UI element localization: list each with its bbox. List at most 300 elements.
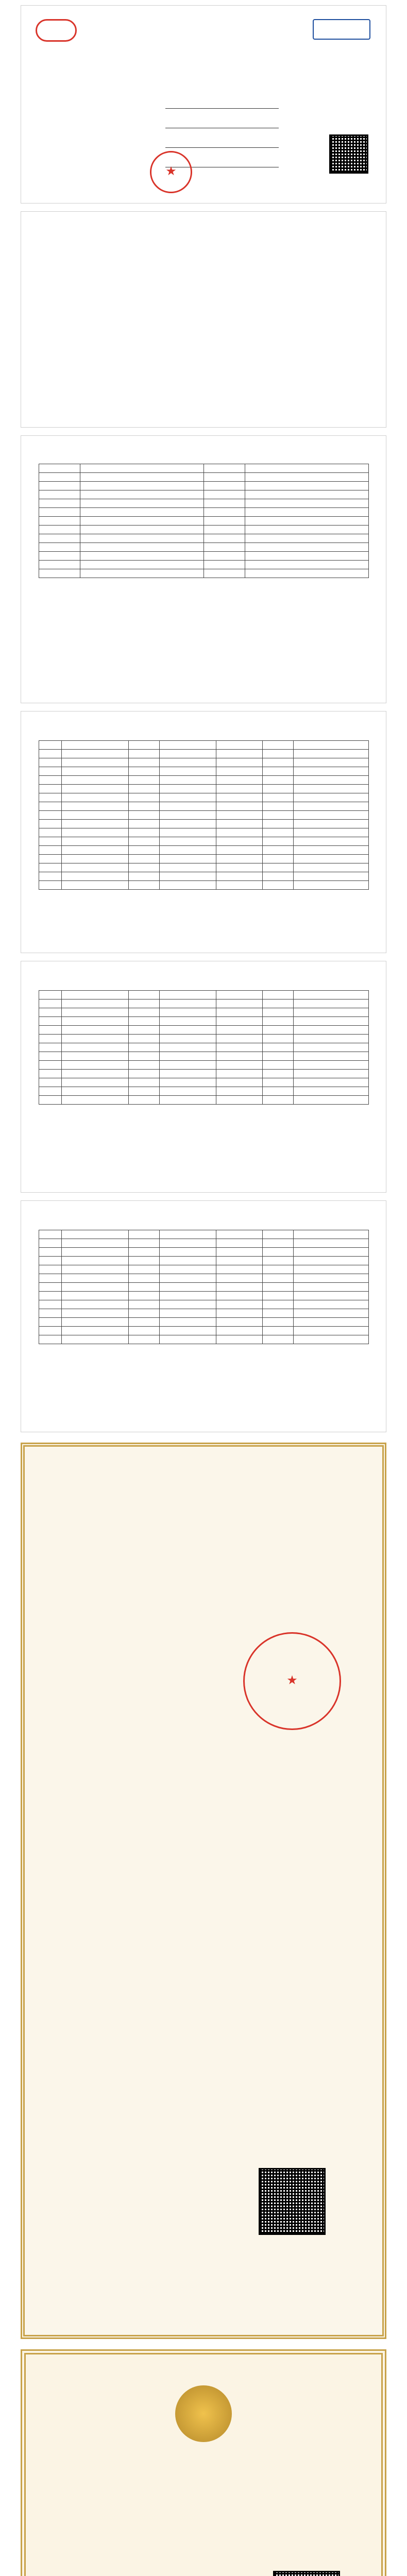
table-cell (39, 526, 80, 534)
table-cell (129, 1078, 160, 1087)
column-header (263, 991, 294, 999)
table-cell (39, 561, 80, 569)
table-cell (129, 1043, 160, 1052)
table-cell (62, 1300, 129, 1309)
table-cell (294, 776, 369, 785)
qr-code (329, 134, 368, 174)
column-header (263, 741, 294, 750)
table-cell (129, 1292, 160, 1300)
table-cell (204, 543, 245, 552)
table-cell (129, 999, 160, 1008)
table-cell (129, 1274, 160, 1283)
notice-page (21, 211, 386, 428)
table-cell (216, 1008, 263, 1017)
table-row (39, 552, 369, 561)
table-cell (62, 863, 129, 872)
table-cell (263, 1026, 294, 1035)
table-cell (62, 811, 129, 820)
results-page-1 (21, 711, 386, 953)
table-cell (294, 1043, 369, 1052)
table-cell (263, 999, 294, 1008)
table-row (39, 1309, 369, 1318)
table-cell (129, 1248, 160, 1257)
table-cell (216, 1026, 263, 1035)
table-cell (216, 1043, 263, 1052)
table-cell (129, 1257, 160, 1265)
table-cell (294, 758, 369, 767)
page-header (26, 215, 381, 221)
table-cell (129, 1008, 160, 1017)
table-cell (80, 543, 204, 552)
table-row (39, 793, 369, 802)
table-cell (263, 1096, 294, 1105)
table-cell (62, 999, 129, 1008)
table-cell (216, 872, 263, 881)
table-cell (62, 1061, 129, 1070)
column-header (39, 991, 62, 999)
table-cell (160, 846, 216, 855)
table-row (39, 473, 369, 482)
table-cell (39, 490, 80, 499)
table-cell (294, 1283, 369, 1292)
table-header-row (39, 741, 369, 750)
table-cell (160, 1087, 216, 1096)
table-row (39, 1008, 369, 1017)
table-cell (294, 1335, 369, 1344)
table-cell (294, 793, 369, 802)
table-row (39, 1274, 369, 1283)
table-cell (62, 1327, 129, 1335)
table-cell (263, 750, 294, 758)
table-cell (62, 793, 129, 802)
table-cell (263, 1327, 294, 1335)
table-cell (160, 872, 216, 881)
table-cell (263, 1274, 294, 1283)
table-cell (294, 1026, 369, 1035)
table-cell (129, 1026, 160, 1035)
table-cell (216, 1017, 263, 1026)
table-cell (216, 1318, 263, 1327)
table-cell (294, 846, 369, 855)
table-cell (39, 1096, 62, 1105)
table-row (39, 837, 369, 846)
table-cell (204, 517, 245, 526)
table-cell (216, 750, 263, 758)
table-cell (216, 802, 263, 811)
table-cell (129, 1309, 160, 1318)
table-cell (129, 863, 160, 872)
table-cell (80, 534, 204, 543)
table-cell (129, 1335, 160, 1344)
table-cell (160, 750, 216, 758)
table-row (39, 1257, 369, 1265)
table-row (39, 999, 369, 1008)
table-cell (294, 1070, 369, 1078)
table-cell (216, 855, 263, 863)
table-cell (80, 482, 204, 490)
table-cell (263, 881, 294, 890)
table-cell (294, 1087, 369, 1096)
table-cell (263, 1035, 294, 1043)
table-cell (245, 499, 369, 508)
table-cell (216, 1248, 263, 1257)
table-cell (263, 1318, 294, 1327)
table-cell (294, 785, 369, 793)
table-cell (62, 872, 129, 881)
table-cell (80, 526, 204, 534)
table-cell (39, 828, 62, 837)
table-cell (160, 1248, 216, 1257)
table-cell (294, 1274, 369, 1283)
table-cell (204, 508, 245, 517)
column-header (129, 741, 160, 750)
table-cell (245, 464, 369, 473)
table-row (39, 855, 369, 863)
table-cell (39, 855, 62, 863)
cover-field-sample (104, 117, 279, 128)
table-cell (160, 855, 216, 863)
table-cell (39, 872, 62, 881)
table-cell (129, 1239, 160, 1248)
table-cell (39, 767, 62, 776)
table-cell (62, 1026, 129, 1035)
results-table (39, 740, 369, 890)
table-cell (216, 1257, 263, 1265)
table-header-row (39, 1230, 369, 1239)
table-cell (39, 543, 80, 552)
table-cell (204, 464, 245, 473)
table-cell (160, 1335, 216, 1344)
table-row (39, 1335, 369, 1344)
column-header (129, 1230, 160, 1239)
table-cell (216, 793, 263, 802)
column-header (39, 741, 62, 750)
table-cell (62, 1087, 129, 1096)
table-cell (294, 811, 369, 820)
table-cell (294, 1257, 369, 1265)
table-row (39, 464, 369, 473)
table-row (39, 785, 369, 793)
field-value (165, 117, 279, 128)
table-row (39, 1078, 369, 1087)
table-cell (160, 1061, 216, 1070)
table-cell (39, 776, 62, 785)
table-cell (160, 1292, 216, 1300)
table-cell (62, 776, 129, 785)
table-cell (216, 1035, 263, 1043)
table-cell (294, 1292, 369, 1300)
table-cell (263, 776, 294, 785)
table-row (39, 526, 369, 534)
table-cell (129, 1070, 160, 1078)
table-cell (294, 828, 369, 837)
table-cell (62, 1043, 129, 1052)
table-cell (204, 482, 245, 490)
table-cell (294, 1052, 369, 1061)
table-cell (39, 750, 62, 758)
table-cell (245, 543, 369, 552)
table-cell (62, 828, 129, 837)
table-cell (216, 1292, 263, 1300)
table-cell (245, 552, 369, 561)
results-page-3 (21, 1200, 386, 1432)
table-cell (263, 785, 294, 793)
table-cell (62, 1239, 129, 1248)
table-cell (39, 1043, 62, 1052)
table-cell (216, 837, 263, 846)
table-cell (294, 1300, 369, 1309)
table-cell (129, 1318, 160, 1327)
table-row (39, 1300, 369, 1309)
table-row (39, 881, 369, 890)
table-cell (294, 1248, 369, 1257)
table-cell (294, 1035, 369, 1043)
cover-field-client (104, 137, 279, 148)
table-cell (39, 1335, 62, 1344)
table-row (39, 499, 369, 508)
cover-company-seal (150, 151, 192, 193)
table-cell (62, 1265, 129, 1274)
table-row (39, 1248, 369, 1257)
table-cell (39, 482, 80, 490)
table-cell (263, 1283, 294, 1292)
table-cell (39, 758, 62, 767)
table-cell (39, 1061, 62, 1070)
table-cell (39, 837, 62, 846)
table-cell (263, 855, 294, 863)
table-cell (80, 569, 204, 578)
table-cell (216, 1239, 263, 1248)
table-cell (160, 1327, 216, 1335)
table-cell (160, 793, 216, 802)
table-cell (129, 750, 160, 758)
column-header (160, 741, 216, 750)
column-header (39, 1230, 62, 1239)
cma-logo (36, 19, 77, 42)
table-row (39, 758, 369, 767)
table-cell (160, 1257, 216, 1265)
table-row (39, 1327, 369, 1335)
table-cell (39, 1265, 62, 1274)
table-row (39, 490, 369, 499)
table-row (39, 1061, 369, 1070)
food-license-qr (259, 2168, 326, 2235)
table-cell (129, 881, 160, 890)
table-cell (39, 473, 80, 482)
table-row (39, 508, 369, 517)
column-header (62, 1230, 129, 1239)
table-cell (62, 1335, 129, 1344)
table-cell (129, 1283, 160, 1292)
table-cell (294, 1096, 369, 1105)
table-cell (263, 1335, 294, 1344)
table-cell (160, 820, 216, 828)
column-header (62, 741, 129, 750)
table-cell (216, 1327, 263, 1335)
table-cell (39, 811, 62, 820)
table-cell (39, 1292, 62, 1300)
table-cell (263, 1239, 294, 1248)
table-cell (129, 855, 160, 863)
table-cell (39, 499, 80, 508)
column-header (129, 991, 160, 999)
table-cell (263, 1008, 294, 1017)
table-cell (263, 758, 294, 767)
table-row (39, 750, 369, 758)
table-cell (216, 811, 263, 820)
table-row (39, 1087, 369, 1096)
table-cell (129, 1327, 160, 1335)
table-cell (294, 855, 369, 863)
food-license (21, 1443, 386, 2339)
table-cell (216, 1078, 263, 1087)
table-row (39, 872, 369, 881)
table-cell (39, 517, 80, 526)
table-cell (216, 1265, 263, 1274)
table-cell (39, 552, 80, 561)
table-cell (245, 569, 369, 578)
table-cell (245, 490, 369, 499)
table-cell (216, 1061, 263, 1070)
table-cell (294, 1318, 369, 1327)
column-header (62, 991, 129, 999)
page-header (26, 439, 381, 445)
table-cell (263, 1292, 294, 1300)
table-row (39, 828, 369, 837)
page-header (26, 1204, 381, 1210)
table-cell (80, 490, 204, 499)
table-cell (160, 767, 216, 776)
table-cell (263, 1257, 294, 1265)
table-cell (263, 793, 294, 802)
table-row (39, 1292, 369, 1300)
table-cell (204, 526, 245, 534)
table-cell (39, 793, 62, 802)
table-cell (245, 561, 369, 569)
table-cell (160, 1070, 216, 1078)
cover-field-report-no (104, 97, 279, 109)
table-cell (39, 1078, 62, 1087)
table-cell (160, 758, 216, 767)
table-cell (216, 1274, 263, 1283)
table-cell (294, 881, 369, 890)
table-cell (62, 767, 129, 776)
results-table (39, 1230, 369, 1344)
results-table (39, 990, 369, 1105)
table-row (39, 1265, 369, 1274)
table-cell (216, 1309, 263, 1318)
table-cell (204, 499, 245, 508)
table-cell (263, 1043, 294, 1052)
table-cell (62, 758, 129, 767)
table-cell (160, 1274, 216, 1283)
table-cell (263, 1087, 294, 1096)
field-value (165, 137, 279, 148)
page-header (26, 715, 381, 721)
table-cell (204, 569, 245, 578)
table-cell (39, 569, 80, 578)
table-cell (80, 552, 204, 561)
table-cell (39, 785, 62, 793)
table-cell (62, 1035, 129, 1043)
table-cell (263, 1061, 294, 1070)
table-cell (245, 508, 369, 517)
table-cell (263, 802, 294, 811)
table-cell (160, 837, 216, 846)
table-cell (160, 1309, 216, 1318)
table-cell (294, 1265, 369, 1274)
column-header (294, 741, 369, 750)
table-cell (294, 999, 369, 1008)
table-cell (216, 828, 263, 837)
table-cell (216, 881, 263, 890)
table-cell (294, 1327, 369, 1335)
table-cell (129, 785, 160, 793)
table-cell (263, 1017, 294, 1026)
table-cell (62, 1052, 129, 1061)
table-cell (129, 1087, 160, 1096)
table-cell (62, 1318, 129, 1327)
table-cell (216, 776, 263, 785)
table-row (39, 482, 369, 490)
table-cell (80, 561, 204, 569)
table-cell (39, 508, 80, 517)
table-row (39, 802, 369, 811)
table-cell (294, 863, 369, 872)
table-row (39, 1283, 369, 1292)
national-emblem (175, 2385, 232, 2442)
table-cell (263, 1078, 294, 1087)
table-cell (129, 758, 160, 767)
page-header (26, 964, 381, 971)
table-cell (39, 1070, 62, 1078)
table-cell (129, 872, 160, 881)
table-cell (294, 1309, 369, 1318)
table-cell (263, 863, 294, 872)
table-row (39, 517, 369, 526)
column-header (216, 991, 263, 999)
table-cell (216, 846, 263, 855)
table-cell (160, 1052, 216, 1061)
table-cell (39, 1035, 62, 1043)
table-cell (39, 1248, 62, 1257)
table-cell (294, 837, 369, 846)
table-cell (39, 1017, 62, 1026)
table-cell (129, 776, 160, 785)
table-cell (216, 1087, 263, 1096)
table-row (39, 1035, 369, 1043)
table-cell (160, 1239, 216, 1248)
table-cell (39, 1052, 62, 1061)
table-cell (129, 1300, 160, 1309)
table-cell (160, 1318, 216, 1327)
table-cell (263, 1052, 294, 1061)
column-header (216, 741, 263, 750)
table-cell (80, 473, 204, 482)
table-cell (62, 1017, 129, 1026)
table-cell (39, 846, 62, 855)
table-cell (245, 517, 369, 526)
table-cell (204, 473, 245, 482)
table-cell (216, 1300, 263, 1309)
table-cell (129, 1017, 160, 1026)
table-row (39, 767, 369, 776)
table-cell (62, 820, 129, 828)
business-license-qr (273, 2571, 340, 2576)
table-row (39, 534, 369, 543)
cover-page (21, 5, 386, 204)
table-cell (39, 820, 62, 828)
